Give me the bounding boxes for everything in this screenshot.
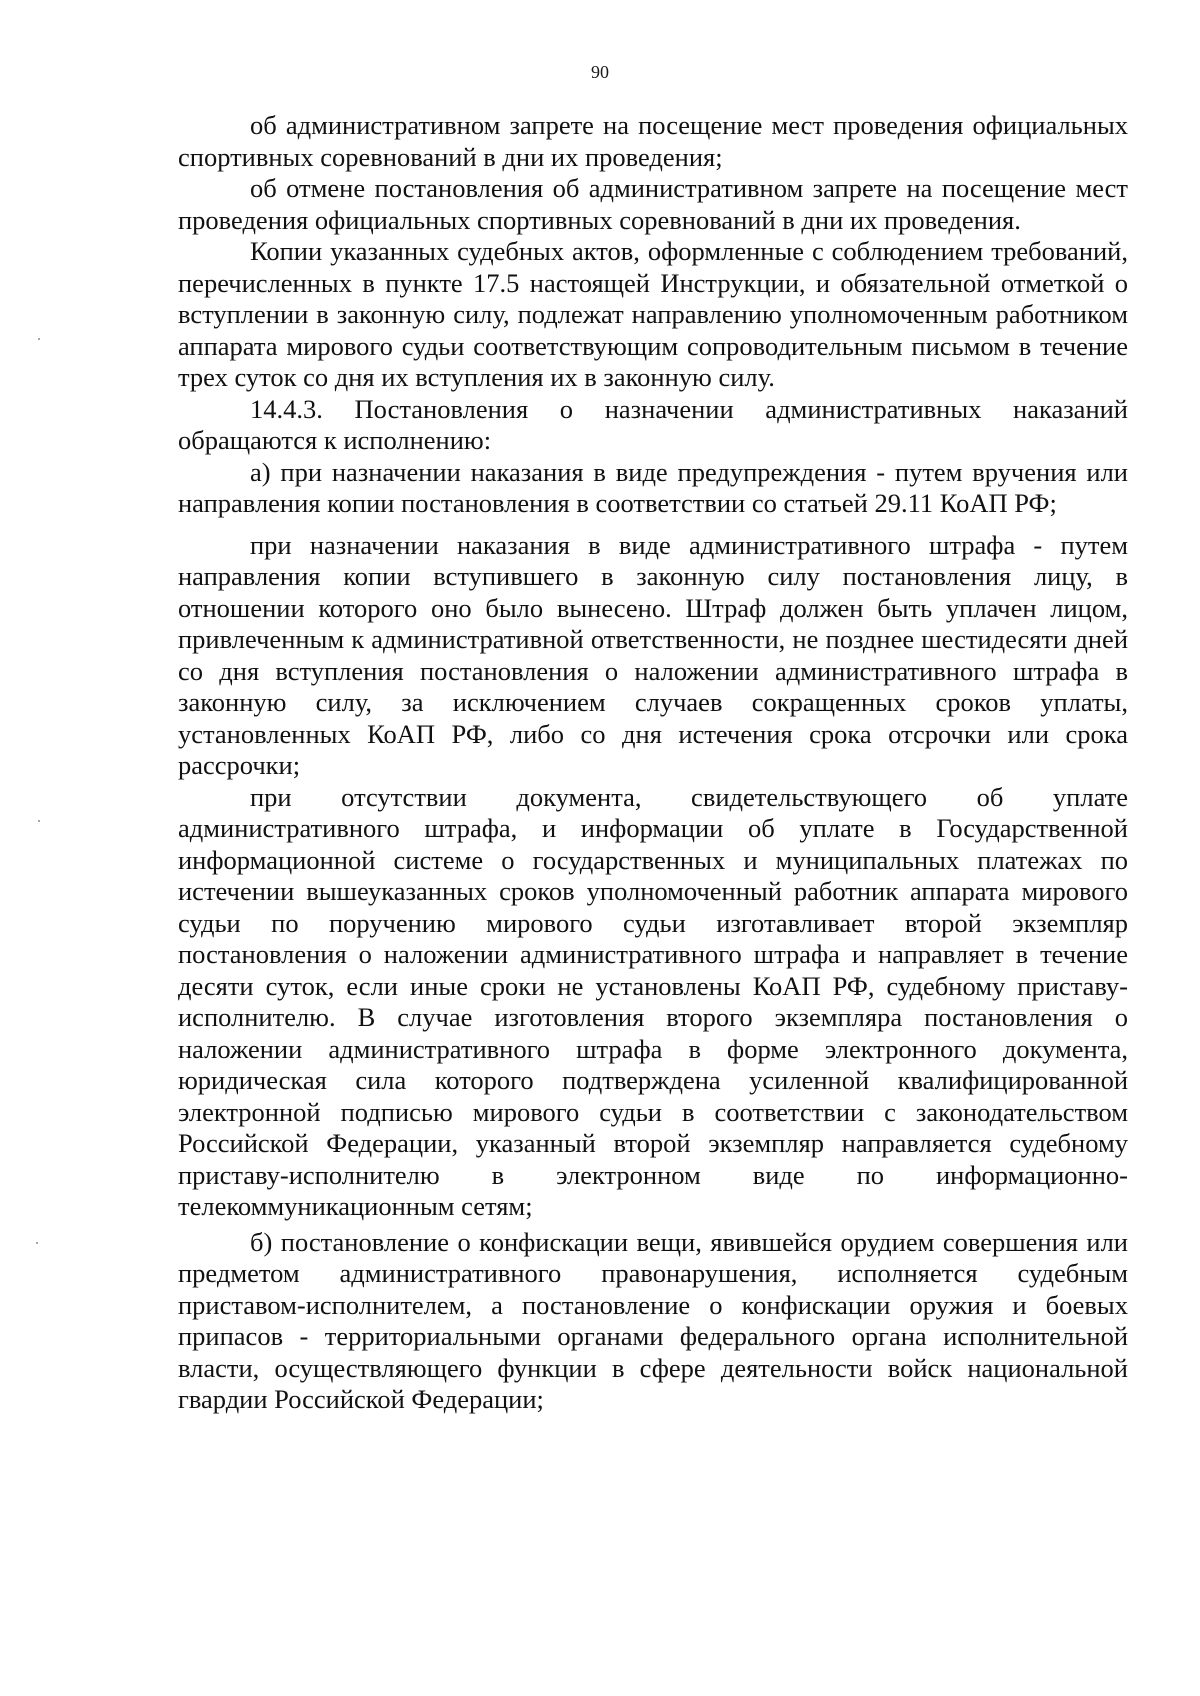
scan-speck: [38, 338, 40, 340]
page-number: 90: [591, 62, 609, 82]
scan-speck: [38, 820, 40, 822]
scan-speck: [36, 1242, 38, 1244]
paragraph-copies-of-acts: Копии указанных судебных актов, оформленные с соблюдением требований, перечисленных в пункте 17.5 настоящей Инструкции, и обязательной отметкой о вступлении в законную силу, подлежат направлению уполномоченным работником аппарата мирового судьи соответствующим сопроводительным письмом в течение трех суток со дня их вступления их в законную силу.: [178, 236, 1128, 392]
paragraph-section-14-4-3: 14.4.3. Постановления о назначении административных наказаний обращаются к исполнению:: [178, 393, 1128, 455]
paragraph-fine-penalty: при назначении наказания в виде административного штрафа - путем направления копии вступившего в законную силу постановления лицу, в отношении которого оно было вынесено. Штраф должен быть уплачен лицом, привлеченным к административной ответственности, не позднее шестидесяти дней со дня вступления постановления о наложении административного штрафа в законную силу, за исключением случаев сокращенных сроков уплаты, установленных КоАП РФ, либо со дня истечения срока отсрочки или срока рассрочки;: [178, 529, 1128, 780]
paragraph-item-b-confiscation: б) постановление о конфискации вещи, явившейся орудием совершения или предметом административного правонарушения, исполняется судебным приставом-исполнителем, а постановление о конфискации оружия и боевых припасов - территориальными органами федерального органа исполнительной власти, осуществляющего функции в сфере деятельности войск национальной гвардии Российской Федерации;: [178, 1226, 1128, 1414]
document-body: [178, 110, 1128, 1416]
paragraph-item-a-warning: а) при назначении наказания в виде предупреждения - путем вручения или направления копии постановления в соответствии со статьей 29.11 КоАП РФ;: [178, 456, 1128, 518]
paragraph-cancel-ban: об отмене постановления об административном запрете на посещение мест проведения официальных спортивных соревнований в дни их проведения.: [178, 173, 1128, 235]
paragraph-ban-visit: об административном запрете на посещение мест проведения официальных спортивных соревнований в дни их проведения;: [178, 110, 1128, 172]
paragraph-no-payment-document: при отсутствии документа, свидетельствующего об уплате административного штрафа, и информации об уплате в Государственной информационной системе о государственных и муниципальных платежах по истечении вышеуказанных сроков уполномоченный работник аппарата мирового судьи по поручению мирового судьи изготавливает второй экземпляр постановления о наложении административного штрафа и направляет в течение десяти суток, если иные сроки не установлены КоАП РФ, судебному приставу-исполнителю. В случае изготовления второго экземпляра постановления о наложении административного штрафа в форме электронного документа, юридическая сила которого подтверждена усиленной квалифицированной электронной подписью мирового судьи в соответствии с законодательством Российской Федерации, указанный второй экземпляр направляется судебному приставу-исполнителю в электронном виде по информационно-телекоммуникационным сетям;: [178, 781, 1128, 1221]
